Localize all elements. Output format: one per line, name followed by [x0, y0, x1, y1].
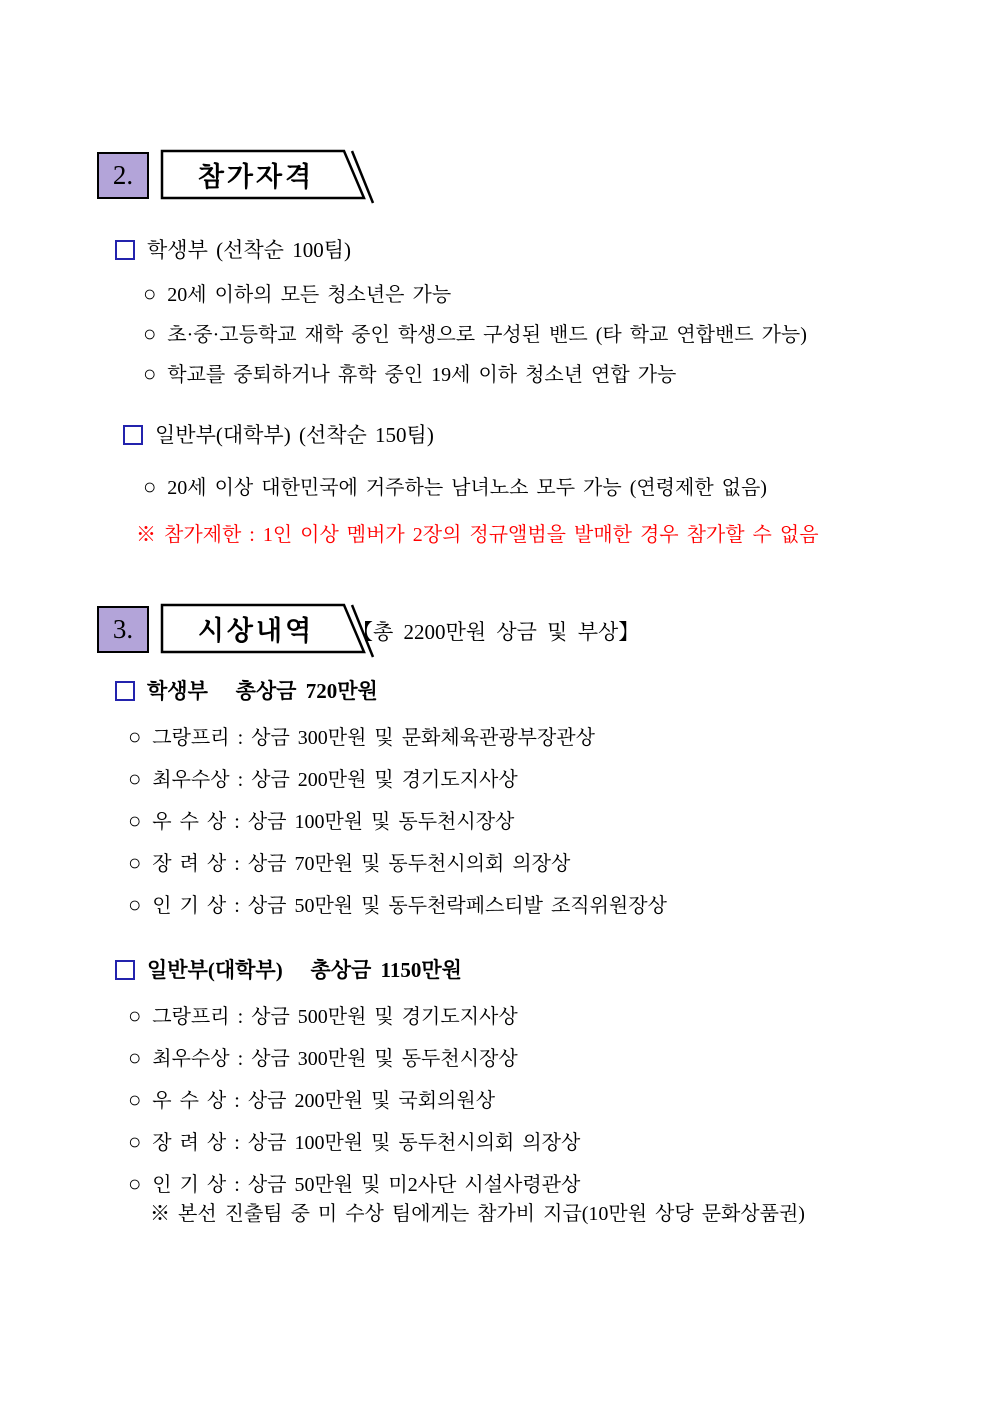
square-bullet-icon [123, 425, 143, 445]
circle-bullet-icon: ○ [143, 321, 157, 346]
item-text: 장 려 상 : 상금 70만원 및 동두천시의회 의장상 [152, 853, 571, 875]
section3-subtitle [352, 619, 639, 645]
prize-item [128, 1172, 580, 1198]
square-bullet-icon [115, 681, 135, 701]
item-text: 20세 이상 대한민국에 거주하는 남녀노소 모두 가능 (연령제한 없음) [167, 477, 767, 499]
prize-item [128, 1130, 580, 1156]
circle-bullet-icon: ○ [128, 1003, 142, 1028]
list-item [143, 282, 451, 308]
item-text: 학교를 중퇴하거나 휴학 중인 19세 이하 청소년 연합 가능 [167, 364, 677, 386]
consolation-note [150, 1201, 805, 1227]
section2-number-box: 2. [97, 152, 149, 199]
item-text: 그랑프리 : 상금 500만원 및 경기도지사상 [152, 1006, 518, 1028]
section2-title-banner [160, 147, 378, 205]
prize-item [128, 725, 595, 751]
student-prize-heading [115, 678, 378, 704]
square-bullet-icon [115, 240, 135, 260]
student-division-heading [115, 237, 351, 263]
circle-bullet-icon: ○ [128, 766, 142, 791]
item-text: 최우수상 : 상금 200만원 및 경기도지사상 [152, 769, 518, 791]
square-bullet-icon [115, 960, 135, 980]
item-text: 초·중·고등학교 재학 중인 학생으로 구성된 밴드 (타 학교 연합밴드 가능) [167, 324, 807, 346]
item-text: 인 기 상 : 상금 50만원 및 동두천락페스티발 조직위원장상 [152, 895, 667, 917]
section3-title-banner [160, 601, 378, 659]
circle-bullet-icon: ○ [128, 808, 142, 833]
list-item [143, 322, 807, 348]
item-text: 인 기 상 : 상금 50만원 및 미2사단 시설사령관상 [152, 1174, 581, 1196]
item-text: 우 수 상 : 상금 200만원 및 국회의원상 [152, 1090, 496, 1112]
item-text: 최우수상 : 상금 300만원 및 동두천시장상 [152, 1048, 518, 1070]
list-item [143, 475, 767, 501]
prize-item [128, 851, 570, 877]
prize-item [128, 1046, 518, 1072]
heading-text: 일반부(대학부) 총상금 1150만원 [147, 958, 462, 982]
section3-number-box: 3. [97, 606, 149, 653]
subtitle-text: 【총 2200만원 상금 및 부상】 [352, 620, 640, 644]
circle-bullet-icon: ○ [143, 474, 157, 499]
participation-restriction-note [136, 522, 819, 548]
circle-bullet-icon: ○ [128, 724, 142, 749]
item-text: 우 수 상 : 상금 100만원 및 동두천시장상 [152, 811, 515, 833]
item-text: 그랑프리 : 상금 300만원 및 문화체육관광부장관상 [152, 727, 595, 749]
heading-text: 학생부 총상금 720만원 [147, 679, 378, 703]
prize-item [128, 809, 514, 835]
circle-bullet-icon: ○ [128, 1045, 142, 1070]
circle-bullet-icon: ○ [128, 850, 142, 875]
heading-text: 학생부 (선착순 100팀) [147, 238, 351, 262]
item-text: 20세 이하의 모든 청소년은 가능 [167, 284, 452, 306]
section3-title: 시상내역 [197, 615, 315, 646]
prize-item [128, 893, 667, 919]
circle-bullet-icon: ○ [128, 892, 142, 917]
note-text: ※ 본선 진출팀 중 미 수상 팀에게는 참가비 지급(10만원 상당 문화상품권) [150, 1203, 805, 1225]
heading-text: 일반부(대학부) (선착순 150팀) [155, 423, 434, 447]
general-prize-heading [115, 957, 462, 983]
section2-title: 참가자격 [197, 161, 315, 192]
prize-item [128, 1088, 495, 1114]
prize-item [128, 767, 518, 793]
general-division-heading [123, 422, 434, 448]
circle-bullet-icon: ○ [143, 281, 157, 306]
prize-item [128, 1004, 518, 1030]
list-item [143, 362, 676, 388]
circle-bullet-icon: ○ [128, 1171, 142, 1196]
circle-bullet-icon: ○ [143, 361, 157, 386]
note-text: ※ 참가제한 : 1인 이상 멤버가 2장의 정규앨범을 발매한 경우 참가할 수 없음 [136, 524, 819, 546]
circle-bullet-icon: ○ [128, 1129, 142, 1154]
item-text: 장 려 상 : 상금 100만원 및 동두천시의회 의장상 [152, 1132, 581, 1154]
circle-bullet-icon: ○ [128, 1087, 142, 1112]
